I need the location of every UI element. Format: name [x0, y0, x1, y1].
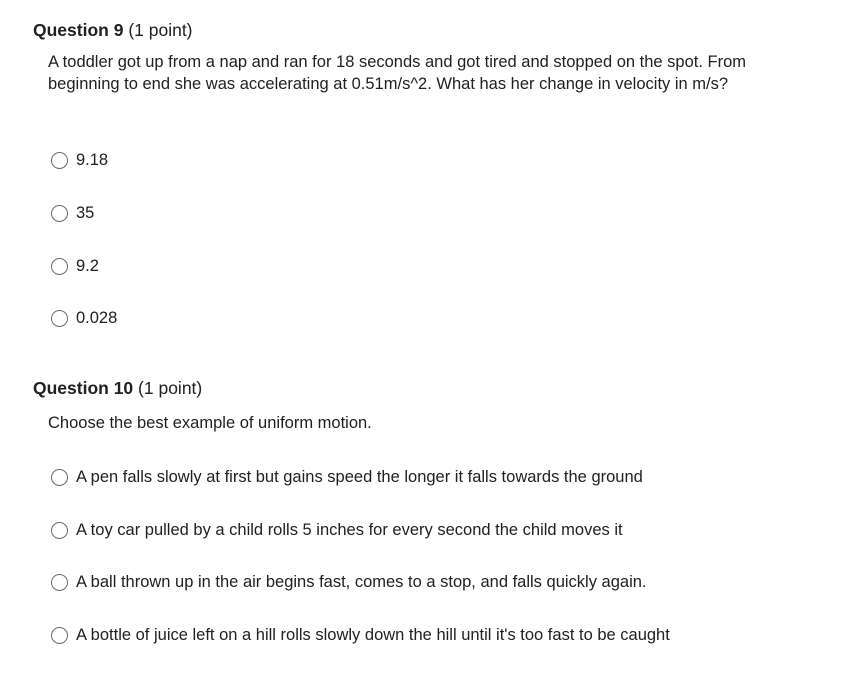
question-title: [33, 19, 193, 41]
answer-option-label: 0.028: [76, 309, 118, 327]
radio-button[interactable]: [51, 522, 68, 539]
answer-option-label: 9.2: [76, 257, 99, 275]
answer-option[interactable]: [51, 571, 647, 593]
radio-button[interactable]: [51, 627, 68, 644]
question-points: (1 point): [128, 20, 193, 40]
radio-button[interactable]: [51, 205, 68, 222]
radio-button[interactable]: [51, 310, 68, 327]
answer-option-label: 35: [76, 204, 95, 222]
radio-button[interactable]: [51, 469, 68, 486]
answer-option-label: 9.18: [76, 151, 109, 169]
radio-button[interactable]: [51, 258, 68, 275]
question-label: Question 10: [33, 378, 134, 398]
question-points: (1 point): [138, 378, 203, 398]
answer-option-label: A ball thrown up in the air begins fast, comes to a stop, and falls quickly again.: [76, 573, 647, 591]
answer-option[interactable]: [51, 466, 643, 488]
answer-option[interactable]: [51, 307, 117, 329]
answer-option[interactable]: [51, 624, 670, 646]
answer-option-label: A pen falls slowly at first but gains speed the longer it falls towards the ground: [76, 468, 643, 486]
question-title: [33, 377, 202, 399]
radio-button[interactable]: [51, 574, 68, 591]
answer-option[interactable]: [51, 202, 94, 224]
question-label: Question 9: [33, 20, 124, 40]
answer-option-label: A bottle of juice left on a hill rolls slowly down the hill until it's too fast to be caught: [76, 626, 670, 644]
answer-option-label: A toy car pulled by a child rolls 5 inches for every second the child moves it: [76, 521, 623, 539]
question-text: A toddler got up from a nap and ran for 18 seconds and got tired and stopped on the spot. From beginning to end she was accelerating at 0.51m/s^2. What has her change in velocity in m/s?: [48, 53, 747, 93]
answer-option[interactable]: [51, 519, 623, 541]
answer-option[interactable]: [51, 255, 99, 277]
answer-option[interactable]: [51, 149, 108, 171]
radio-button[interactable]: [51, 152, 68, 169]
question-text: Choose the best example of uniform motion.: [48, 414, 372, 432]
